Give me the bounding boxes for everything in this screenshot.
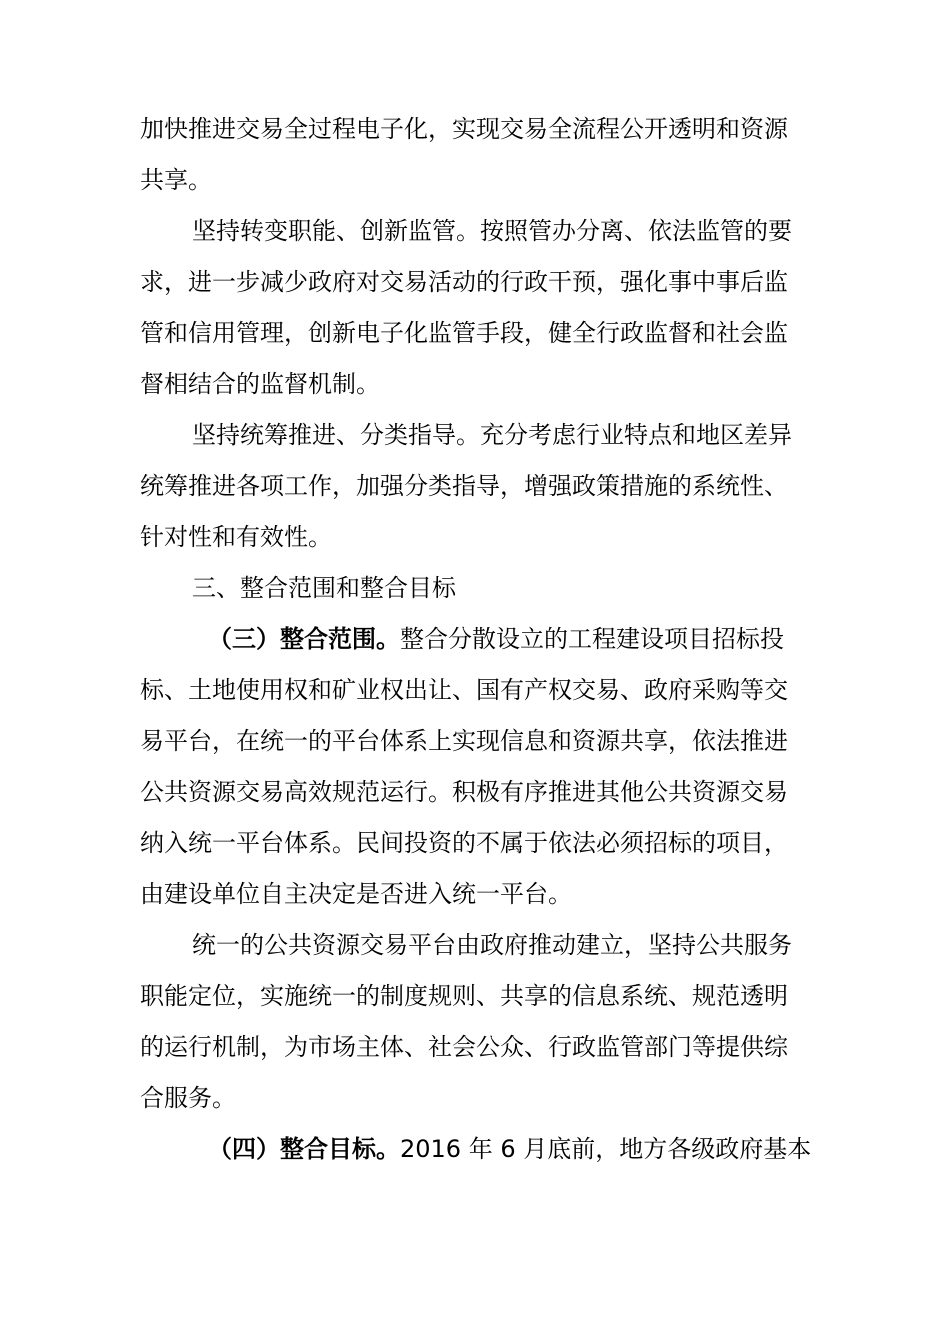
text-line: 合服务。: [140, 1084, 236, 1112]
document-body: [140, 104, 820, 1175]
text-line: 统一的公共资源交易平台由政府推动建立，坚持公共服务: [192, 931, 792, 959]
text-line: 统筹推进各项工作，加强分类指导，增强政策措施的系统性、: [140, 472, 788, 500]
subsection-heading-goal: （四）整合目标。: [208, 1135, 400, 1163]
text-run: 整合分散设立的工程建设项目招标投: [400, 625, 784, 653]
text-line: 由建设单位自主决定是否进入统一平台。: [140, 880, 572, 908]
text-line: 共享。: [140, 166, 212, 194]
text-line: 坚持统筹推进、分类指导。充分考虑行业特点和地区差异: [192, 421, 792, 449]
subsection-heading-scope: （三）整合范围。: [208, 625, 400, 653]
text-line: [140, 614, 820, 665]
text-run: 2016 年 6 月底前，地方各级政府基本: [400, 1135, 812, 1163]
text-line: [140, 1124, 820, 1175]
text-line: 针对性和有效性。: [140, 523, 332, 551]
text-line: 公共资源交易高效规范运行。积极有序推进其他公共资源交易: [140, 778, 788, 806]
text-line: 管和信用管理，创新电子化监管手段，健全行政监督和社会监: [140, 319, 788, 347]
text-line: 的运行机制，为市场主体、社会公众、行政监管部门等提供综: [140, 1033, 788, 1061]
text-line: 标、土地使用权和矿业权出让、国有产权交易、政府采购等交: [140, 676, 788, 704]
text-line: 易平台，在统一的平台体系上实现信息和资源共享，依法推进: [140, 727, 788, 755]
section-heading: 三、整合范围和整合目标: [192, 574, 456, 602]
text-line: 求，进一步减少政府对交易活动的行政干预，强化事中事后监: [140, 268, 788, 296]
text-line: 坚持转变职能、创新监管。按照管办分离、依法监管的要: [192, 217, 792, 245]
text-line: 职能定位，实施统一的制度规则、共享的信息系统、规范透明: [140, 982, 788, 1010]
text-line: 加快推进交易全过程电子化，实现交易全流程公开透明和资源: [140, 115, 788, 143]
text-line: 督相结合的监督机制。: [140, 370, 380, 398]
text-line: 纳入统一平台体系。民间投资的不属于依法必须招标的项目，: [140, 829, 788, 857]
